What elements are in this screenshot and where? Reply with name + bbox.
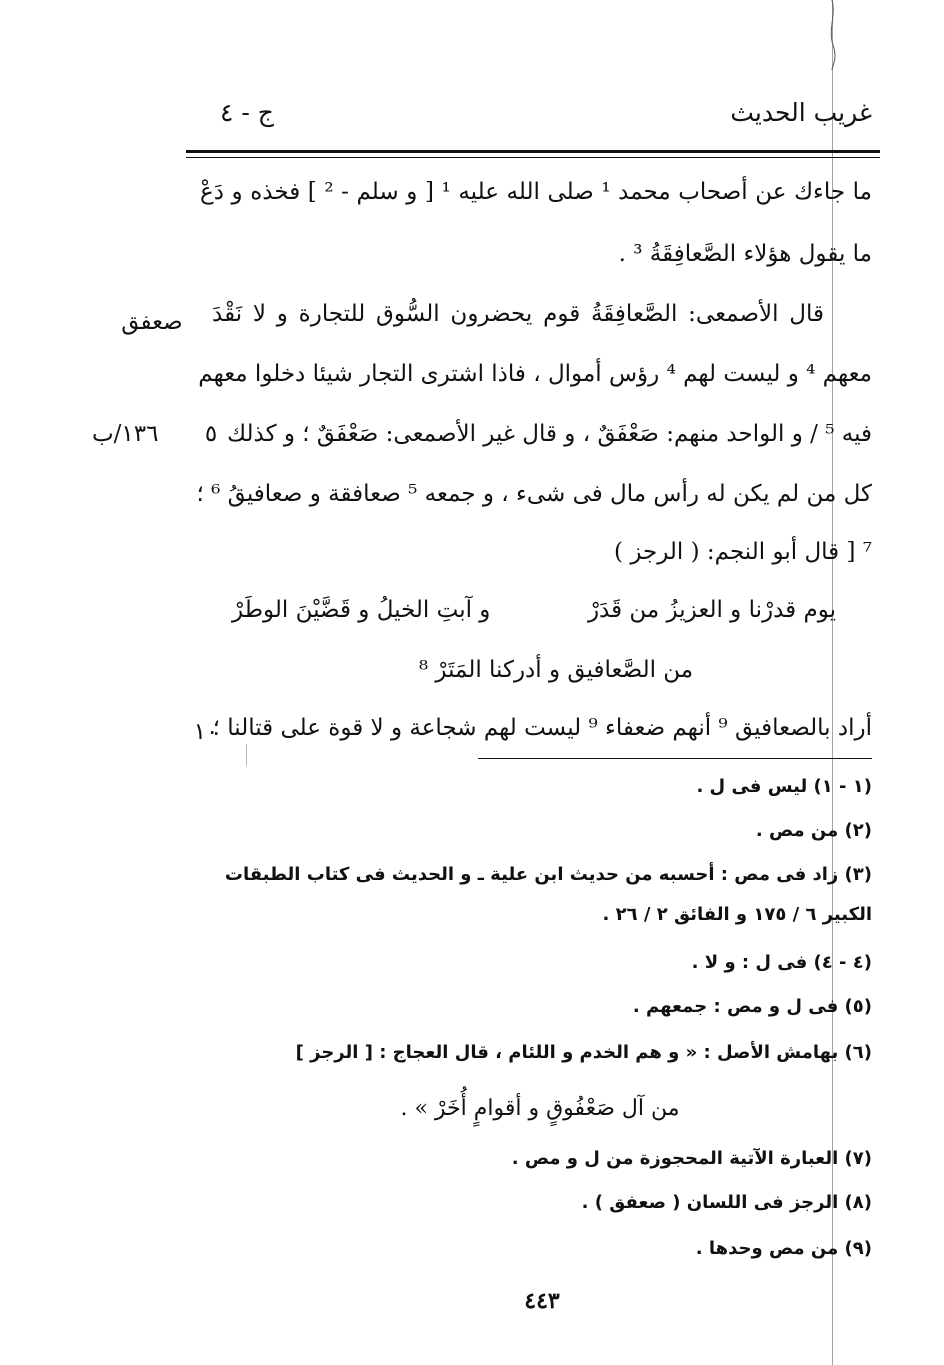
page-number: ٤٤٣ <box>524 1288 560 1314</box>
footnote-9: (٩) من مص وحدها . <box>695 1238 872 1259</box>
footnote-5: (٥) فى ل و مص : جمعهم . <box>632 996 872 1017</box>
footnote-rule <box>478 758 872 759</box>
footnote-6-verse: من آل صَعْفُوقٍ و أقوامٍ أُخَرْ » . <box>400 1096 680 1121</box>
scan-fold-curve <box>826 0 838 70</box>
verse-hemistich-1: يوم قدرْنا و العزيزُ من قَدَرْ <box>587 597 836 623</box>
header-rule-thick <box>186 150 880 153</box>
body-line-2: ما يقول هؤلاء الصَّعافِقَةُ ³ . <box>618 241 872 267</box>
margin-line-number-5: ٥ <box>204 421 218 447</box>
body-line-1: ما جاءك عن أصحاب محمد ¹ صلى الله عليه ¹ [ و سلم - ² ] فخذه و دَعْ <box>200 179 872 205</box>
running-head-title: غريب الحديث <box>730 98 872 127</box>
body-line-3: قال الأصمعى: الصَّعافِقَةُ قوم يحضرون السُّوق للتجارة و لا نَقْدَ <box>212 301 824 327</box>
body-line-last: أراد بالصعافيق ⁹ أنهم ضعفاء ⁹ ليست لهم شجاعة و لا قوة على قتالنا ؛ <box>212 715 872 741</box>
header-rule-thin <box>186 157 880 158</box>
footnote-2: (٢) من مص . <box>755 820 872 841</box>
body-line-5: فيه ⁵ / و الواحد منهم: صَعْفَقٌ ، و قال غير الأصمعى: صَعْفَقٌ ؛ و كذلك <box>227 421 872 447</box>
body-line-7: ⁷ [ قال أبو النجم: ( الرجز ) <box>614 539 872 565</box>
footnote-3: (٣) زاد فى مص : أحسبه من حديث ابن علية ـ و الحديث فى كتاب الطبقات <box>224 864 872 885</box>
body-line-6: كل من لم يكن له رأس مال فى شىء ، و جمعه ⁵ صعافقة و صعافيقُ ⁶ ؛ <box>196 481 872 507</box>
margin-line-number-10: ١٠ <box>193 719 219 745</box>
footnote-6: (٦) بهامش الأصل : « و هم الخدم و اللئام ، قال العجاج : [ الرجز ] <box>295 1042 872 1063</box>
footnote-7: (٧) العبارة الآتية المحجوزة من ل و مص . <box>511 1148 872 1169</box>
running-head-volume: ج - ٤ <box>220 98 274 127</box>
scan-mark <box>246 744 247 766</box>
margin-headword: صعفق <box>121 309 183 335</box>
verse-hemistich-3: من الصَّعافيق و أدركنا المَتَرْ ⁸ <box>418 657 694 683</box>
body-line-4: معهم ⁴ و ليست لهم ⁴ رؤس أموال ، فاذا اشترى التجار شيئا دخلوا معهم <box>198 361 872 387</box>
margin-folio: ١٣٦/ب <box>92 421 159 447</box>
footnote-1: (١ - ١) ليس فى ل . <box>696 776 872 797</box>
verse-hemistich-2: و آبتِ الخيلُ و قَضَّيْنَ الوطَرْ <box>232 597 491 623</box>
footnote-4: (٤ - ٤) فى ل : و لا . <box>691 952 872 973</box>
footnote-3-cont: الكبير ٦ / ١٧٥ و الفائق ٢ / ٢٦ . <box>602 904 872 925</box>
footnote-8: (٨) الرجز فى اللسان ( صعفق ) . <box>581 1192 872 1213</box>
